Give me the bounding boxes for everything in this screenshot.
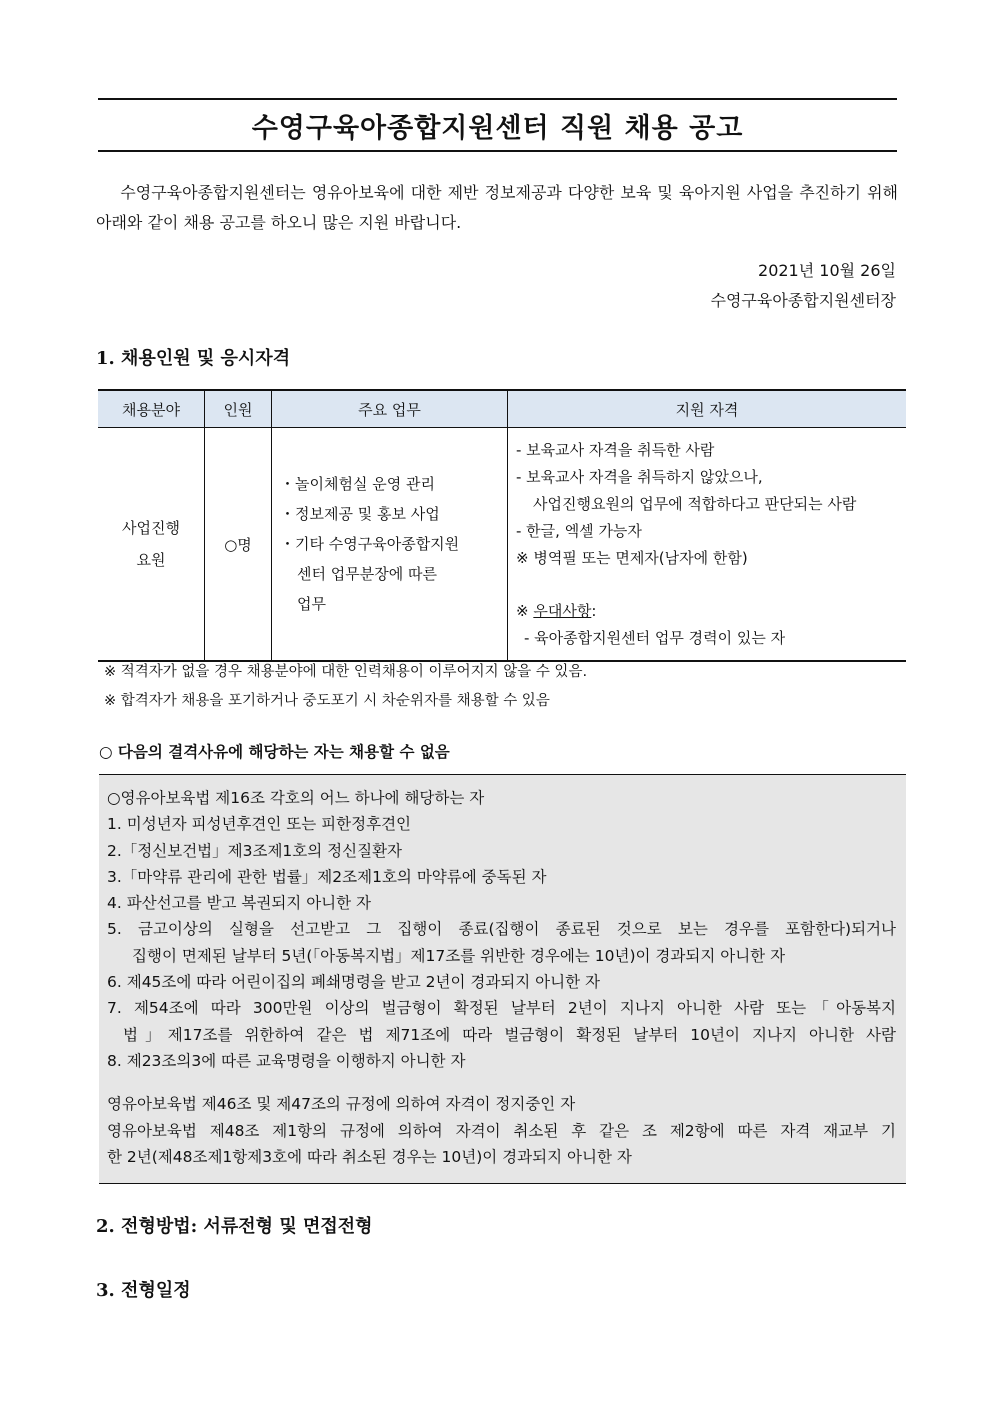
table-header-row [98, 390, 906, 428]
disqualification-item: 6. 제45조에 따라 어린이집의 폐쇄명령을 받고 2년이 경과되지 아니한 자 [107, 973, 600, 992]
preference-item: - 육아종합지원센터 업무 경력이 있는 자 [524, 628, 786, 647]
header-duties: 주요 업무 [272, 390, 508, 428]
intro-text: 수영구육아종합지원센터는 영유아보육에 대한 제반 정보제공과 다양한 보육 및 육아지원 사업을 추진하기 위해 아래와 같이 채용 공고를 하오니 많은 지원 바랍니다. [96, 183, 898, 232]
disqualification-intro: ○영유아보육법 제16조 각호의 어느 하나에 해당하는 자 [107, 789, 485, 807]
recruitment-table [98, 389, 906, 662]
preference-mark: ※ [516, 601, 534, 620]
table-notes [104, 658, 587, 716]
section-3-heading: 3. 전형일정 [96, 1280, 191, 1301]
qualification-item: - 보육교사 자격을 취득하지 않았으나, [516, 467, 763, 486]
notice-date: 2021년 10월 26일 [758, 261, 896, 280]
disqualification-item: 2.「정신보건법」제3조제1호의 정신질환자 [107, 841, 403, 860]
qualification-item: - 보육교사 자격을 취득한 사람 [516, 440, 715, 459]
disqualification-item: 4. 파산선고를 받고 복권되지 아니한 자 [107, 894, 372, 913]
section-2-heading: 2. 전형방법: 서류전형 및 면접전형 [96, 1216, 373, 1237]
disqualification-extra: 영유아보육법 제48조 제1항의 규정에 의하여 자격이 취소된 후 같은 조 제2항에 따른 자격 재교부 기 [107, 1121, 896, 1140]
table-row [98, 428, 906, 662]
duty-item: ・놀이체험실 운영 관리 [280, 475, 435, 493]
disqualification-extra: 한 2년(제48조제1항제3호에 따라 취소된 경우는 10년)이 경과되지 아니한 자 [107, 1147, 632, 1166]
preference-heading [516, 598, 905, 625]
disqualification-item: 7. 제54조에 따라 300만원 이상의 벌금형이 확정된 날부터 2년이 지나지 아니한 사람 또는「아동복지 [107, 999, 896, 1018]
disqualification-box [99, 774, 906, 1184]
cell-duties [272, 428, 508, 662]
field-line: 사업진행 [122, 519, 180, 537]
duty-item: 센터 업무분장에 따른 [297, 565, 437, 583]
field-line: 요원 [136, 551, 166, 569]
note-item: ※ 적격자가 없을 경우 채용분야에 대한 인력채용이 이루어지지 않을 수 있음. [104, 664, 588, 680]
header-qualifications: 지원 자격 [508, 390, 907, 428]
duty-item: ・정보제공 및 홍보 사업 [280, 505, 440, 523]
qualification-item: 사업진행요원의 업무에 적합하다고 판단되는 사람 [533, 494, 857, 513]
duty-item: 업무 [297, 595, 326, 613]
disqualification-item: 법」제17조를 위한하여 같은 법 제71조에 따라 벌금형이 확정된 날부터 10년이 지나지 아니한 사람 [123, 1025, 896, 1044]
section-1-heading: 1. 채용인원 및 응시자격 [96, 348, 291, 369]
disqualification-item: 5. 금고이상의 실형을 선고받고 그 집행이 종료(집행이 종료된 것으로 보는 경우를 포함한다)되거나 [107, 920, 896, 939]
disqualification-item: 집행이 면제된 날부터 5년(「아동복지법」제17조를 위반한 경우에는 10년)이 경과되지 아니한 자 [132, 946, 786, 965]
disqualification-item: 3.「마약류 관리에 관한 법률」제2조제1호의 마약류에 중독된 자 [107, 867, 547, 886]
cell-count: ○명 [205, 428, 272, 662]
disqualification-item: 8. 제23조의3에 따른 교육명령을 이행하지 아니한 자 [107, 1051, 466, 1070]
cell-qualifications [508, 428, 907, 662]
preference-colon: : [591, 601, 597, 620]
qualification-item: ※ 병역필 또는 면제자(남자에 한함) [516, 548, 748, 567]
page-title: 수영구육아종합지원센터 직원 채용 공고 [251, 112, 744, 144]
header-field: 채용분야 [98, 390, 205, 428]
disqualification-item: 1. 미성년자 피성년후견인 또는 피한정후견인 [107, 815, 412, 834]
disqualification-heading: ○ 다음의 결격사유에 해당하는 자는 채용할 수 없음 [99, 743, 450, 761]
note-item: ※ 합격자가 채용을 포기하거나 중도포기 시 차순위자를 채용할 수 있음 [104, 693, 550, 709]
intro-paragraph [96, 178, 898, 238]
preference-label: 우대사항 [533, 601, 592, 620]
duty-item: ・기타 수영구육아종합지원 [280, 535, 460, 553]
cell-field [98, 428, 205, 662]
title-box [98, 98, 897, 152]
qualification-item: - 한글, 엑셀 가능자 [516, 521, 642, 540]
disqualification-extra: 영유아보육법 제46조 및 제47조의 규정에 의하여 자격이 정지중인 자 [107, 1095, 576, 1114]
issuer: 수영구육아종합지원센터장 [710, 291, 896, 310]
header-count: 인원 [205, 390, 272, 428]
